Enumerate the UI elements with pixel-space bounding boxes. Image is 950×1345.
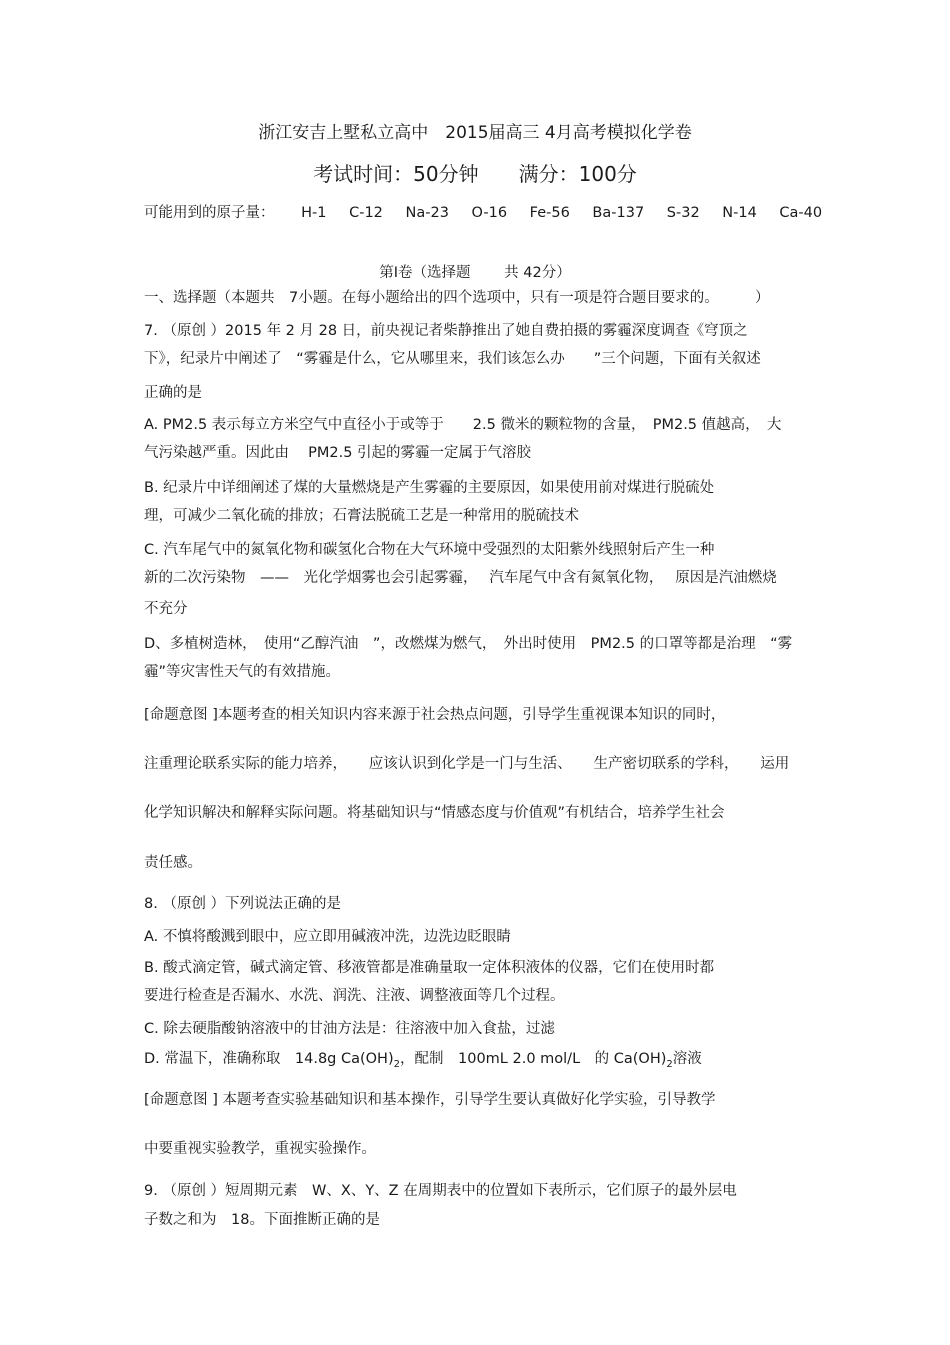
q7-option-a: A. PM2.5 表示每立方米空气中直径小于或等于 2.5 微米的颗粒物的含量， PM2.5 值越高， 大 xyxy=(144,417,782,433)
atomic-mass-item: H-1 xyxy=(301,205,327,221)
q7-option-c: 新的二次污染物 —— 光化学烟雾也会引起雾霾， 汽车尾气中含有氮氧化物， 原因是汽油燃烧 xyxy=(144,570,777,586)
q7-option-d: D、多植树造林， 使用“乙醇汽油 ”，改燃煤为燃气， 外出时使用 PM2.5 的口罩等都是治理 “雾 xyxy=(144,636,793,652)
q8-option-d-text: ，配制 100mL 2.0 mol/L 的 Ca(OH) xyxy=(400,1051,667,1067)
atomic-masses-label: 可能用到的原子量： xyxy=(144,205,275,221)
q8-intent-line: 中要重视实验教学，重视实验操作。 xyxy=(144,1141,376,1157)
q8-option-d-text: 溶液 xyxy=(672,1051,702,1067)
atomic-mass-item: Ca-40 xyxy=(779,205,823,221)
exam-info: 考试时间：50分钟 满分：100分 xyxy=(313,162,637,186)
q8-option-a: A. 不慎将酸溅到眼中，应立即用碱液冲洗，边洗边眨眼睛 xyxy=(144,929,511,945)
atomic-mass-item: S-32 xyxy=(666,205,700,221)
q7-intent-line: 注重理论联系实际的能力培养， 应该认识到化学是一门与生活、 生产密切联系的学科， 运用 xyxy=(144,756,790,772)
subscript: 2 xyxy=(393,1058,400,1070)
q7-stem-line: 7. （原创 ）2015 年 2 月 28 日，前央视记者柴静推出了她自费拍摄的雾霾深度调查《穹顶之 xyxy=(144,323,748,339)
atomic-mass-item: Na-23 xyxy=(405,205,449,221)
atomic-mass-item: O-16 xyxy=(471,205,508,221)
q9-stem-line: 9. （原创 ）短周期元素 W、X、Y、Z 在周期表中的位置如下表所示，它们原子的最外层电 xyxy=(144,1183,737,1199)
q7-option-a: 气污染越严重。因此由 PM2.5 引起的雾霾一定属于气溶胶 xyxy=(144,445,532,461)
q7-option-b: B. 纪录片中详细阐述了煤的大量燃烧是产生雾霾的主要原因，如果使用前对煤进行脱硫处 xyxy=(144,480,715,496)
q7-option-c: 不充分 xyxy=(144,601,188,617)
exam-title: 浙江安吉上墅私立高中 2015届高三 4月高考模拟化学卷 xyxy=(258,123,692,143)
q7-intent-line: [命题意图 ]本题考查的相关知识内容来源于社会热点问题，引导学生重视课本知识的同时， xyxy=(144,707,726,723)
q8-option-d-text: D. 常温下，准确称取 14.8g Ca(OH) xyxy=(144,1051,394,1067)
q8-option-d xyxy=(144,1049,702,1075)
atomic-masses xyxy=(144,201,822,222)
q7-stem-line: 正确的是 xyxy=(144,385,202,401)
q8-option-c: C. 除去硬脂酸钠溶液中的甘油方法是：往溶液中加入食盐，过滤 xyxy=(144,1021,555,1037)
atomic-mass-item: N-14 xyxy=(722,205,757,221)
atomic-mass-item: C-12 xyxy=(349,205,383,221)
q7-option-b: 理，可减少二氧化硫的排放；石膏法脱硫工艺是一种常用的脱硫技术 xyxy=(144,508,579,524)
q7-option-d: 霾”等灾害性天气的有效措施。 xyxy=(144,664,341,680)
q7-stem-line: 下》，纪录片中阐述了 “雾霾是什么，它从哪里来，我们该怎么办 ”三个问题，下面有关叙述 xyxy=(144,351,761,367)
q8-stem: 8. （原创 ）下列说法正确的是 xyxy=(144,896,342,912)
q7-intent-line: 化学知识解决和解释实际问题。将基础知识与“情感态度与价值观”有机结合，培养学生社会 xyxy=(144,805,725,821)
q7-intent-line: 责任感。 xyxy=(144,855,202,871)
q9-stem-line: 子数之和为 18。下面推断正确的是 xyxy=(144,1212,380,1228)
atomic-mass-item: Fe-56 xyxy=(529,205,570,221)
section-instruction: 一、选择题（本题共 7小题。在每小题给出的四个选项中，只有一项是符合题目要求的。 ） xyxy=(144,290,770,306)
atomic-mass-item: Ba-137 xyxy=(592,205,645,221)
q8-intent-line: [命题意图 ] 本题考查实验基础知识和基本操作，引导学生要认真做好化学实验，引导教学 xyxy=(144,1092,716,1108)
q8-option-b: B. 酸式滴定管，碱式滴定管、移液管都是准确量取一定体积液体的仪器，它们在使用时都 xyxy=(144,960,715,976)
q7-option-c: C. 汽车尾气中的氮氧化物和碳氢化合物在大气环境中受强烈的太阳紫外线照射后产生一种 xyxy=(144,542,715,558)
section-title: 第Ⅰ卷（选择题 共 42分） xyxy=(379,265,571,281)
q8-option-b: 要进行检查是否漏水、水洗、润洗、注液、调整液面等几个过程。 xyxy=(144,988,565,1004)
subscript: 2 xyxy=(666,1058,673,1070)
